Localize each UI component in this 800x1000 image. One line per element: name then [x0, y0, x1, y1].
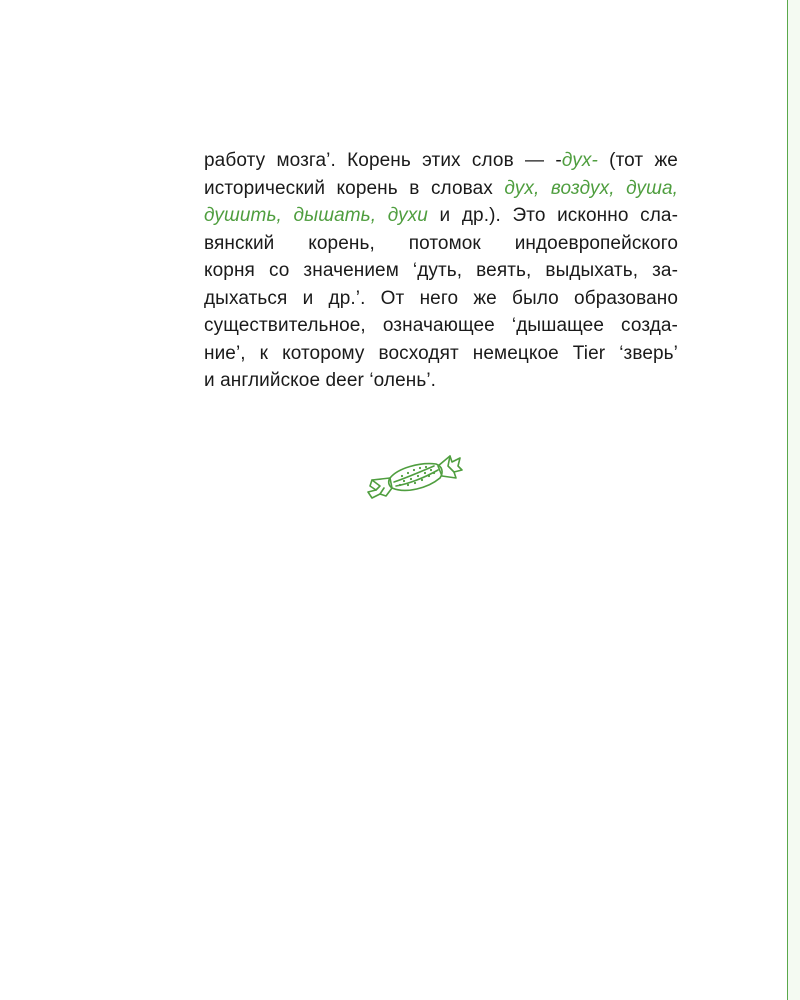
text-run: и др.). Это исконно сла-: [427, 205, 678, 226]
highlighted-words: душить, дышать, духи: [204, 205, 428, 226]
text-run: исторический корень в словах: [204, 177, 505, 199]
text-line-9: и английское deer ‘олень’.: [204, 370, 437, 391]
page-edge-line: [787, 0, 788, 1000]
text-line-8: ние’, к которому восходят немецкое Tier ‘зверь’: [204, 342, 678, 364]
body-paragraph: [204, 147, 678, 395]
text-line-6: дыхаться и др.’. От него же было образовано: [204, 287, 678, 309]
text-line-7: существительное, означающее ‘дышащее созда-: [204, 315, 678, 336]
highlighted-words: дух, воздух, душа,: [504, 177, 678, 199]
candy-icon: [362, 448, 466, 508]
text-line-2: [204, 175, 678, 203]
text-line-4: вянский корень, потомок индоевропейского: [204, 232, 678, 254]
text-line-1: [204, 147, 678, 175]
text-line-3: [204, 202, 678, 230]
text-run: (тот же: [597, 150, 678, 171]
text-line-5: корня со значением ‘дуть, веять, выдыхать, за-: [204, 260, 678, 281]
text-run: работу мозга’. Корень этих слов — -: [204, 150, 562, 171]
highlighted-root: дух-: [561, 150, 598, 171]
page-edge-shade: [788, 0, 800, 1000]
